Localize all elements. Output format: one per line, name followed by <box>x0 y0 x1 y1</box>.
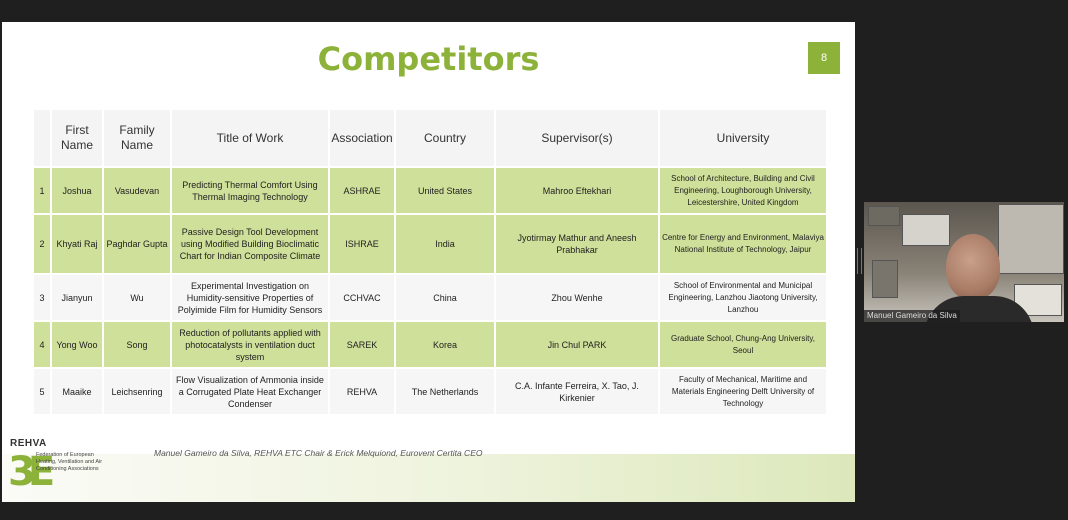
cell-university: Graduate School, Chung-Ang University, Seoul <box>660 322 826 367</box>
cell-number: 4 <box>34 322 50 367</box>
cell-university: Centre for Energy and Environment, Malaviya National Institute of Technology, Jaipur <box>660 215 826 273</box>
cell-university: School of Environmental and Municipal Engineering, Lanzhou Jiaotong University, Lanzhou <box>660 275 826 320</box>
cell-number: 2 <box>34 215 50 273</box>
cell-country: The Netherlands <box>396 369 494 414</box>
cell-supervisor: Jin Chul PARK <box>496 322 658 367</box>
cell-family-name: Paghdar Gupta <box>104 215 170 273</box>
participant-name-label: Manuel Gameiro da Silva <box>864 310 960 322</box>
logo-name: REHVA <box>10 438 47 449</box>
cell-title: Experimental Investigation on Humidity-sensitive Properties of Polyimide Film for Humidity Sensors <box>172 275 328 320</box>
table-row <box>34 215 826 273</box>
cell-supervisor: C.A. Infante Ferreira, X. Tao, J. Kirkenier <box>496 369 658 414</box>
page-number-badge: 8 <box>808 42 840 74</box>
wall-picture <box>998 204 1064 274</box>
wall-picture <box>868 206 900 226</box>
cell-title: Flow Visualization of Ammonia inside a Corrugated Plate Heat Exchanger Condenser <box>172 369 328 414</box>
cell-family-name: Wu <box>104 275 170 320</box>
panel-resize-handle[interactable] <box>857 248 862 274</box>
header-country: Country <box>396 110 494 166</box>
cell-first-name: Jianyun <box>52 275 102 320</box>
wall-picture <box>872 260 898 298</box>
cell-number: 1 <box>34 168 50 213</box>
cell-first-name: Joshua <box>52 168 102 213</box>
cell-number: 5 <box>34 369 50 414</box>
cell-country: Korea <box>396 322 494 367</box>
cell-supervisor: Jyotirmay Mathur and Aneesh Prabhakar <box>496 215 658 273</box>
header-first-name: First Name <box>52 110 102 166</box>
cell-association: REHVA <box>330 369 394 414</box>
rehva-logo <box>6 438 106 502</box>
logo-mark: 3E <box>8 449 48 495</box>
table-row <box>34 275 826 320</box>
presentation-slide <box>2 22 855 502</box>
slide-title: Competitors <box>317 40 540 78</box>
cell-supervisor: Mahroo Eftekhari <box>496 168 658 213</box>
table-row <box>34 322 826 367</box>
cell-first-name: Khyati Raj <box>52 215 102 273</box>
participant-video-tile[interactable] <box>864 202 1064 322</box>
cell-country: China <box>396 275 494 320</box>
competitors-table <box>32 108 828 416</box>
logo-tagline: Federation of European Heating, Ventilation and Air Conditioning Associations <box>36 452 103 472</box>
table-row <box>34 168 826 213</box>
cell-association: CCHVAC <box>330 275 394 320</box>
cell-family-name: Song <box>104 322 170 367</box>
table-row <box>34 369 826 414</box>
cell-first-name: Yong Woo <box>52 322 102 367</box>
cell-title: Predicting Thermal Comfort Using Thermal Imaging Technology <box>172 168 328 213</box>
cell-university: School of Architecture, Building and Civil Engineering, Loughborough University, Leicestershire, United Kingdom <box>660 168 826 213</box>
cell-association: ASHRAE <box>330 168 394 213</box>
cell-association: SAREK <box>330 322 394 367</box>
header-university: University <box>660 110 826 166</box>
cell-supervisor: Zhou Wenhe <box>496 275 658 320</box>
cell-university: Faculty of Mechanical, Maritime and Materials Engineering Delft University of Technology <box>660 369 826 414</box>
header-supervisors: Supervisor(s) <box>496 110 658 166</box>
cell-country: India <box>396 215 494 273</box>
participant-face <box>946 234 1000 300</box>
slide-footer-band <box>2 454 855 502</box>
cell-number: 3 <box>34 275 50 320</box>
table-header-row <box>34 110 826 166</box>
footer-text: Manuel Gameiro da Silva, REHVA ETC Chair & Erick Melquiond, Eurovent Certita CEO <box>154 448 483 458</box>
wall-picture <box>902 214 950 246</box>
cell-family-name: Leichsenring <box>104 369 170 414</box>
header-number <box>34 110 50 166</box>
cell-family-name: Vasudevan <box>104 168 170 213</box>
header-family-name: Family Name <box>104 110 170 166</box>
header-association: Association <box>330 110 394 166</box>
cell-title: Passive Design Tool Development using Modified Building Bioclimatic Chart for Indian Composite Climate <box>172 215 328 273</box>
cell-title: Reduction of pollutants applied with photocatalysts in ventilation duct system <box>172 322 328 367</box>
cell-country: United States <box>396 168 494 213</box>
header-title-of-work: Title of Work <box>172 110 328 166</box>
cell-first-name: Maaike <box>52 369 102 414</box>
cell-association: ISHRAE <box>330 215 394 273</box>
